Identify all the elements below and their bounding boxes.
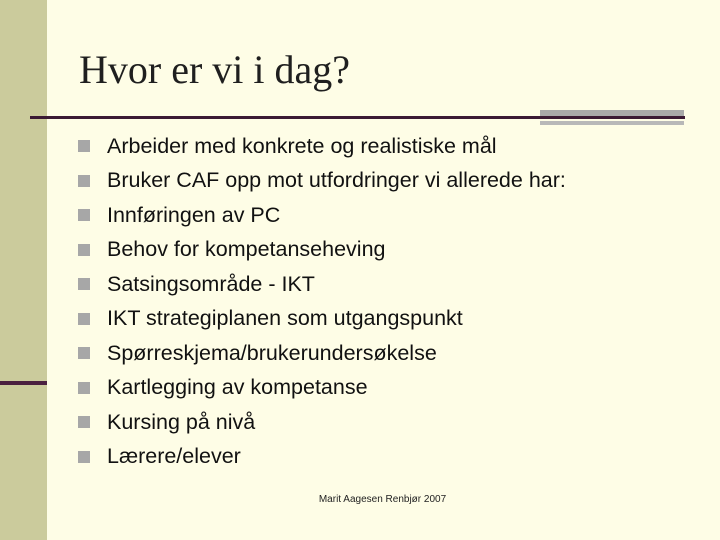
bullet-list bbox=[78, 129, 566, 474]
list-item bbox=[78, 164, 566, 199]
square-bullet-icon bbox=[78, 347, 90, 359]
square-bullet-icon bbox=[78, 451, 90, 463]
bullet-text: Spørreskjema/brukerundersøkelse bbox=[107, 340, 437, 365]
list-item bbox=[78, 371, 566, 406]
bullet-text: Innføringen av PC bbox=[107, 202, 281, 227]
list-item bbox=[78, 198, 566, 233]
left-decorative-bar bbox=[0, 0, 47, 540]
bullet-text: Bruker CAF opp mot utfordringer vi allerede har: bbox=[107, 168, 566, 193]
list-item bbox=[78, 440, 566, 475]
bullet-text: Behov for kompetanseheving bbox=[107, 237, 386, 262]
title-accent-bar-lower bbox=[540, 121, 684, 125]
list-item bbox=[78, 267, 566, 302]
square-bullet-icon bbox=[78, 382, 90, 394]
bullet-text: Lærere/elever bbox=[107, 444, 241, 469]
list-item bbox=[78, 233, 566, 268]
list-item bbox=[78, 302, 566, 337]
square-bullet-icon bbox=[78, 209, 90, 221]
square-bullet-icon bbox=[78, 244, 90, 256]
slide-footer: Marit Aagesen Renbjør 2007 bbox=[318, 494, 447, 505]
square-bullet-icon bbox=[78, 175, 90, 187]
list-item bbox=[78, 336, 566, 371]
square-bullet-icon bbox=[78, 313, 90, 325]
list-item bbox=[78, 129, 566, 164]
left-accent-line bbox=[0, 381, 47, 385]
list-item bbox=[78, 405, 566, 440]
bullet-text: IKT strategiplanen som utgangspunkt bbox=[107, 306, 463, 331]
square-bullet-icon bbox=[78, 416, 90, 428]
title-underline bbox=[30, 116, 685, 119]
bullet-text: Arbeider med konkrete og realistiske mål bbox=[107, 133, 497, 158]
bullet-text: Kartlegging av kompetanse bbox=[107, 375, 368, 400]
slide-title: Hvor er vi i dag? bbox=[79, 47, 351, 92]
bullet-text: Kursing på nivå bbox=[107, 409, 256, 434]
bullet-text: Satsingsområde - IKT bbox=[107, 271, 315, 296]
square-bullet-icon bbox=[78, 140, 90, 152]
square-bullet-icon bbox=[78, 278, 90, 290]
